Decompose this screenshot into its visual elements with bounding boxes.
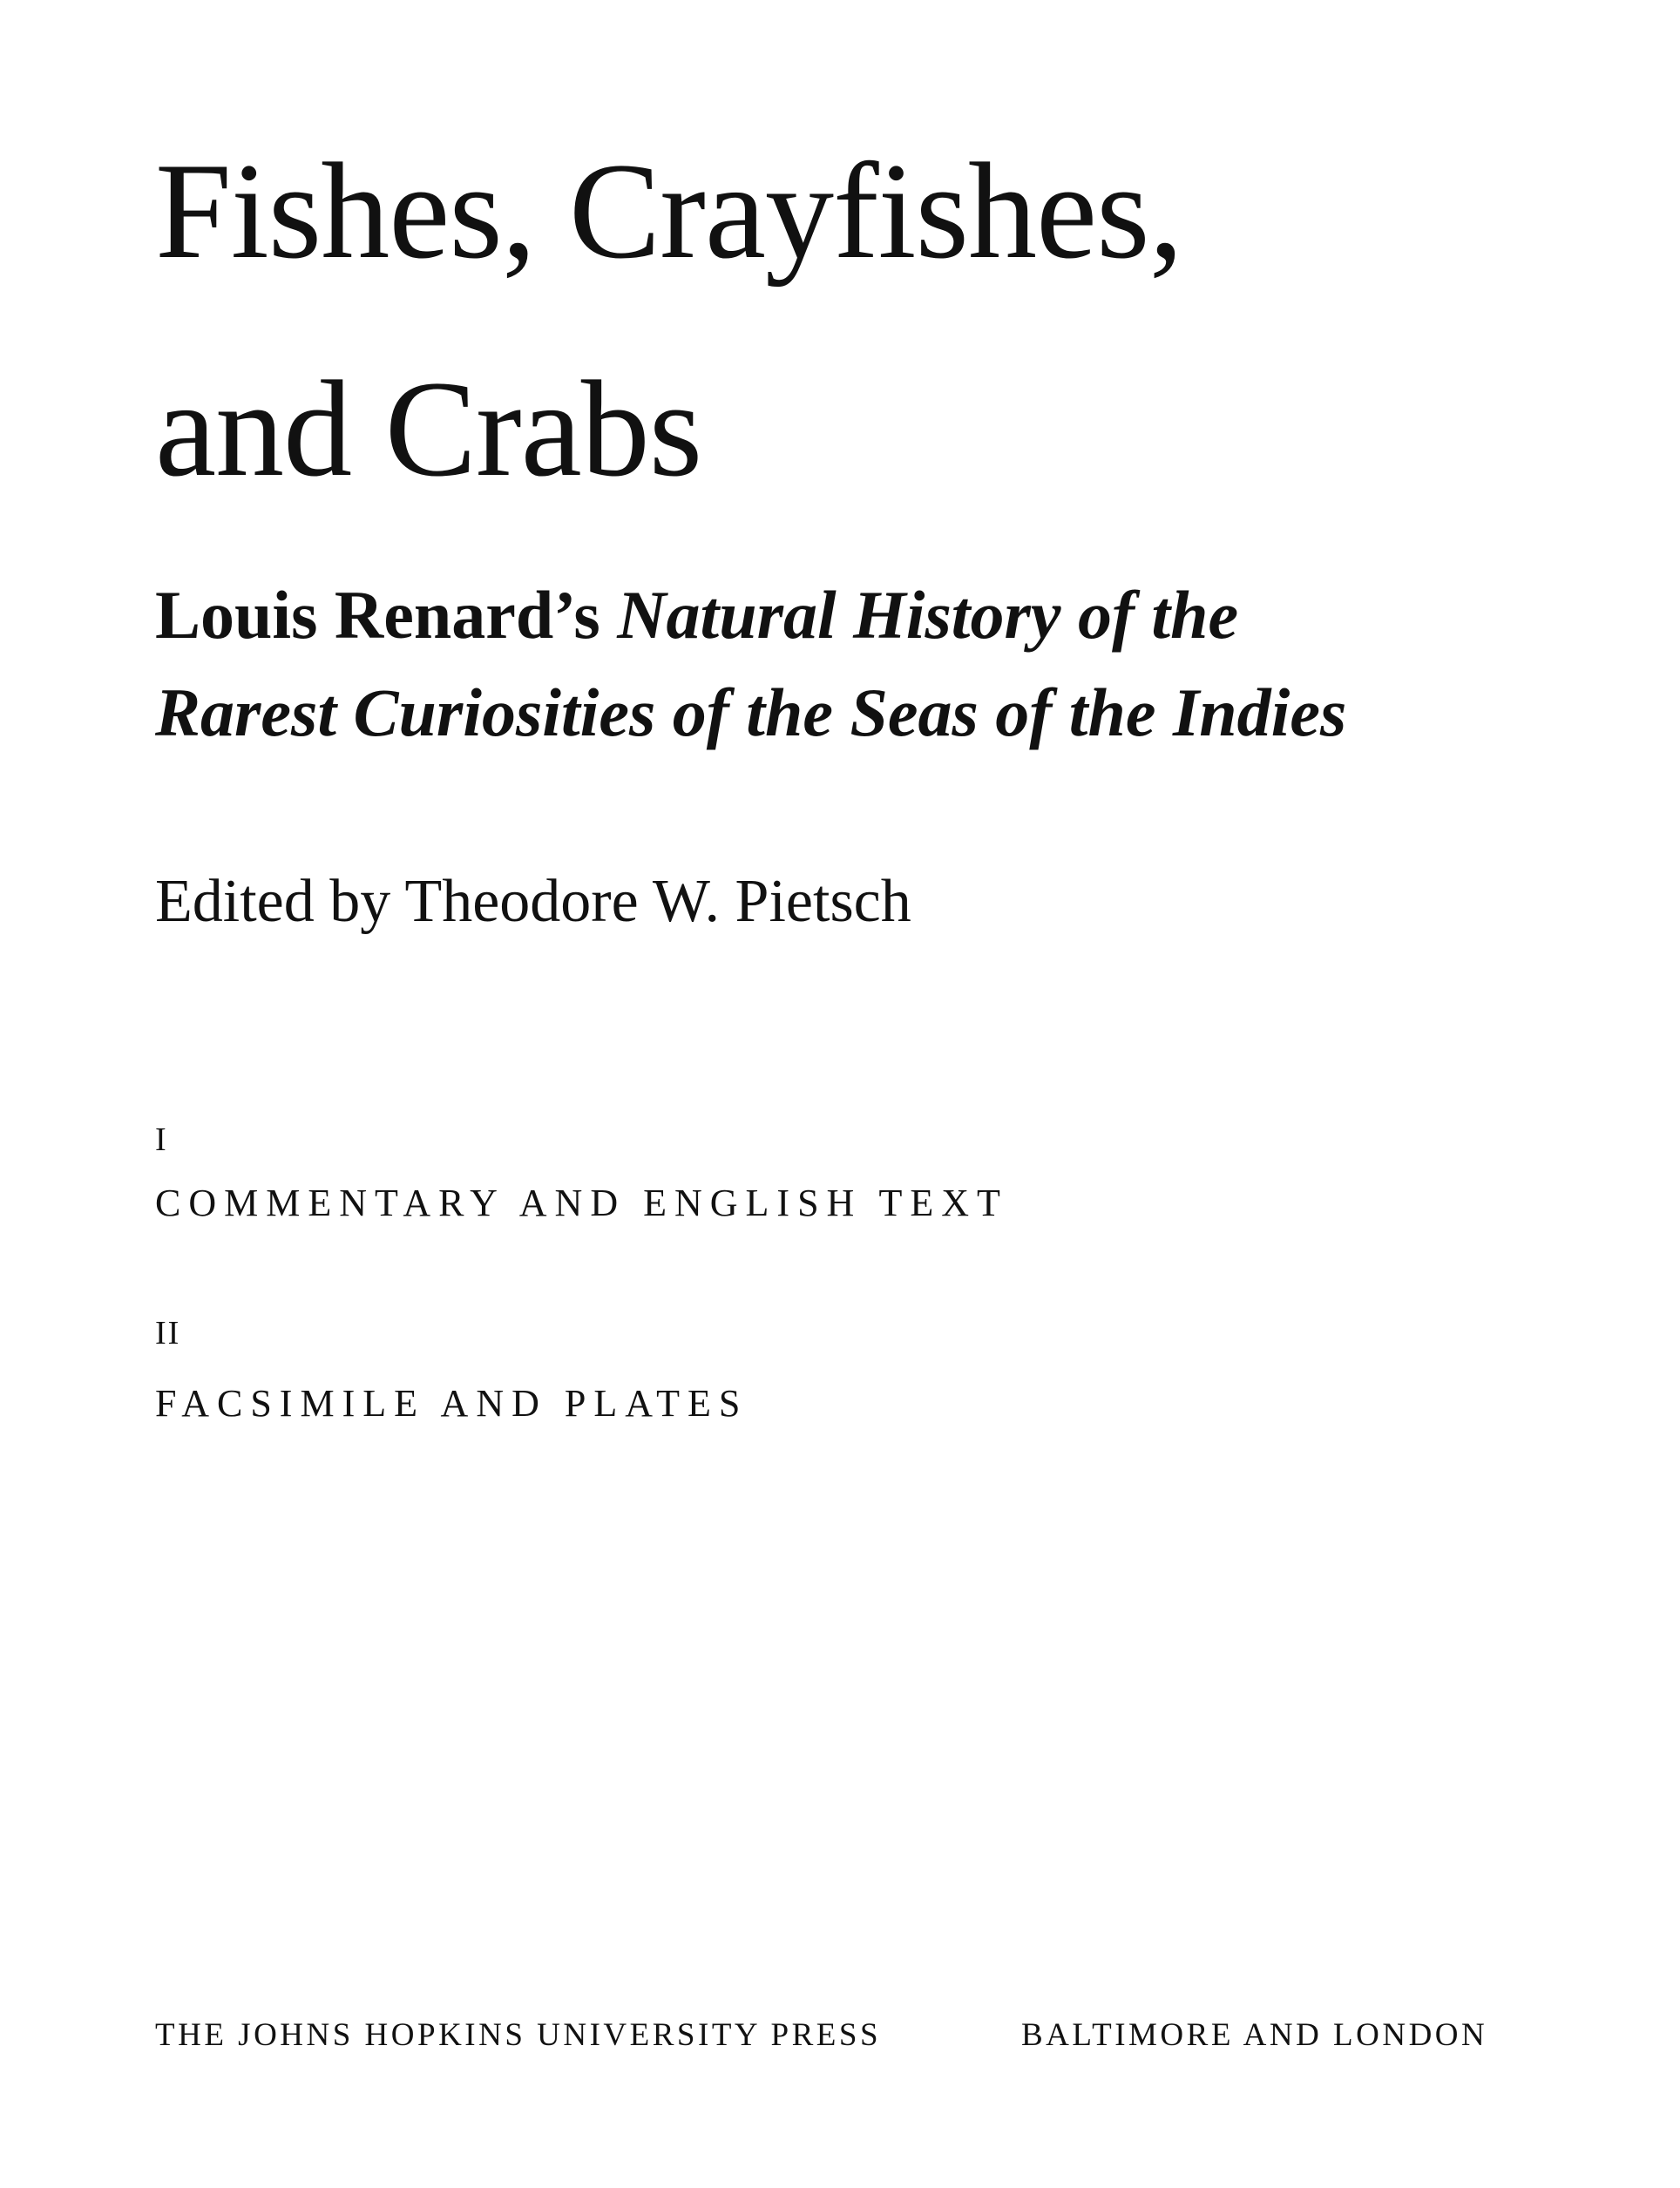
volume-1-title: COMMENTARY AND ENGLISH TEXT	[155, 1182, 1008, 1224]
book-subtitle	[155, 566, 1346, 762]
volume-2-number: II	[155, 1315, 181, 1351]
volume-2-title: FACSIMILE AND PLATES	[155, 1382, 749, 1425]
publisher-name: THE JOHNS HOPKINS UNIVERSITY PRESS	[155, 2017, 882, 2053]
subtitle-italic-part-2: Rarest Curiosities of the Seas of the Indies	[155, 674, 1347, 750]
volume-1-number: I	[155, 1121, 168, 1158]
subtitle-italic-part-1: Natural History of the	[617, 577, 1239, 653]
book-title-line-1: Fishes, Crayfishes,	[155, 135, 1183, 288]
book-title-line-2: and Crabs	[155, 353, 702, 505]
editor-credit: Edited by Theodore W. Pietsch	[155, 868, 911, 935]
subtitle-author: Louis Renard’s	[155, 577, 618, 653]
subtitle-line-2	[155, 664, 1346, 762]
publication-place: BALTIMORE AND LONDON	[1021, 2017, 1488, 2053]
subtitle-line-1	[155, 566, 1346, 664]
book-title	[155, 103, 1182, 539]
